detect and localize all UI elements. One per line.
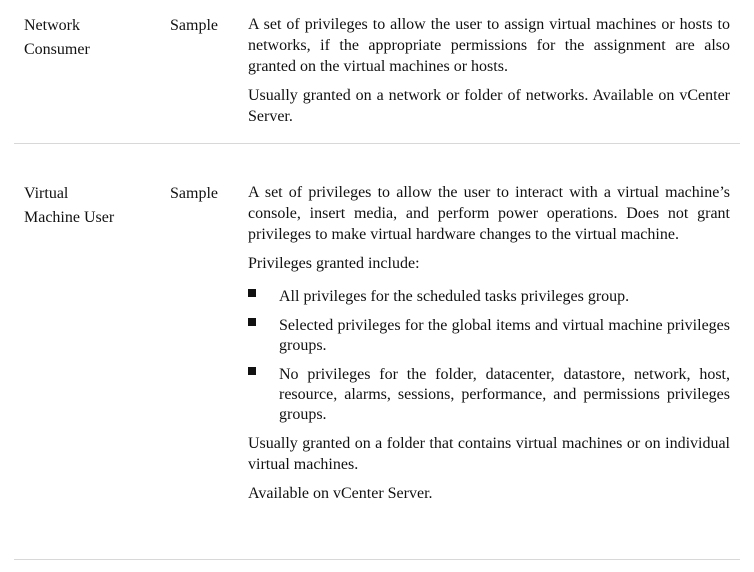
table-row-virtual-machine-user (22, 182, 742, 560)
usage-paragraph: Usually granted on a folder that contains virtual machines or on individual virtual machines. (248, 435, 730, 473)
bullet-item (248, 316, 730, 356)
role-name-line-1: Network (24, 17, 80, 34)
privileges-intro: Privileges granted include: (248, 255, 420, 272)
bullet-item (248, 365, 730, 425)
role-type-cell: Sample (170, 17, 218, 34)
role-type-cell: Sample (170, 185, 218, 202)
role-name-line-2: Machine User (24, 209, 115, 226)
table-row-network-consumer (22, 14, 742, 144)
row-divider (14, 143, 740, 144)
bullet-text: Selected privileges for the global items and virtual machine privileges groups. (279, 317, 730, 354)
privileges-bullet-list (248, 287, 730, 425)
bullet-text: No privileges for the folder, datacenter, datastore, network, host, resource, alarms, sessions, performance, and permissions privileges groups. (279, 366, 730, 423)
role-name-cell (24, 14, 144, 62)
square-bullet-icon (248, 318, 256, 326)
availability-paragraph: Usually granted on a network or folder of networks. Available on vCenter Server. (248, 87, 730, 125)
role-description-cell (248, 182, 730, 504)
role-name-line-2: Consumer (24, 41, 90, 58)
description-paragraph: A set of privileges to allow the user to interact with a virtual machine’s console, insert media, and perform power operations. Does not grant privileges to make virtual hardware changes to the virtual machine. (248, 184, 730, 243)
role-name-cell (24, 182, 144, 230)
availability-paragraph: Available on vCenter Server. (248, 485, 433, 502)
bullet-item (248, 287, 730, 307)
role-name-line-1: Virtual (24, 185, 69, 202)
bullet-text: All privileges for the scheduled tasks privileges group. (279, 288, 630, 305)
role-description-cell (248, 14, 730, 127)
square-bullet-icon (248, 367, 256, 375)
row-divider (14, 559, 740, 560)
square-bullet-icon (248, 289, 256, 297)
description-paragraph: A set of privileges to allow the user to assign virtual machines or hosts to networks, if the appropriate permissions for the assignment are also granted on the virtual machines or hosts. (248, 16, 730, 75)
